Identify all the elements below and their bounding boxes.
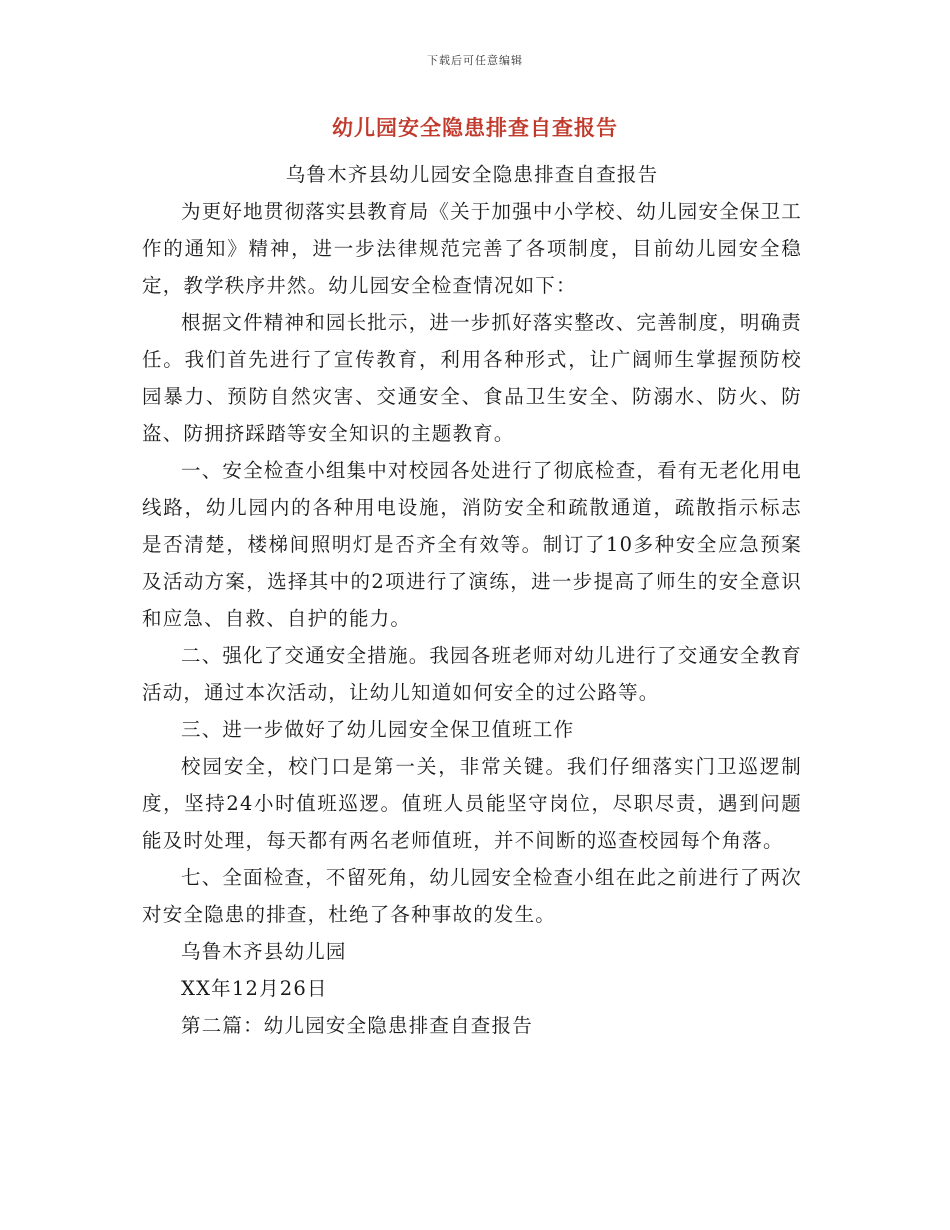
- paragraph-section-3-heading: 三、进一步做好了幼儿园安全保卫值班工作: [181, 718, 575, 741]
- paragraph-section-7: 七、全面检查，不留死角，幼儿园安全检查小组在此之前进行了两次对安全隐患的排查，杜绝了各种事故的发生。: [142, 866, 803, 926]
- document-subtitle: 乌鲁木齐县幼儿园安全隐患排查自查报告: [285, 163, 659, 186]
- next-section-heading: 第二篇：幼儿园安全隐患排查自查报告: [181, 1014, 533, 1037]
- signature-date: XX年12月26日: [181, 977, 328, 1000]
- paragraph-section-2: 二、强化了交通安全措施。我园各班老师对幼儿进行了交通安全教育活动，通过本次活动，让幼儿知道如何安全的过公路等。: [142, 644, 803, 704]
- paragraph-section-1: 一、安全检查小组集中对校园各处进行了彻底检查，看有无老化用电线路，幼儿园内的各种用电设施，消防安全和疏散通道，疏散指示标志是否清楚，楼梯间照明灯是否齐全有效等。制订了10多种安全应急预案及活动方案，选择其中的2项进行了演练，进一步提高了师生的安全意识和应急、自救、自护的能力。: [142, 459, 803, 630]
- paragraph-intro: 为更好地贯彻落实县教育局《关于加强中小学校、幼儿园安全保卫工作的通知》精神，进一步法律规范完善了各项制度，目前幼儿园安全稳定，教学秩序井然。幼儿园安全检查情况如下：: [142, 200, 803, 297]
- page-header-note: 下载后可任意编辑: [427, 54, 523, 67]
- document-body: [142, 156, 802, 1044]
- paragraph-education: 根据文件精神和园长批示，进一步抓好落实整改、完善制度，明确责任。我们首先进行了宣传教育，利用各种形式，让广阔师生掌握预防校园暴力、预防自然灾害、交通安全、食品卫生安全、防溺水、防火、防盗、防拥挤踩踏等安全知识的主题教育。: [142, 311, 803, 445]
- document-title: 幼儿园安全隐患排查自查报告: [332, 115, 618, 140]
- paragraph-campus-security: 校园安全，校门口是第一关，非常关键。我们仔细落实门卫巡逻制度，坚持24小时值班巡逻。值班人员能坚守岗位，尽职尽责，遇到问题能及时处理，每天都有两名老师值班，并不间断的巡查校园每个角落。: [142, 755, 802, 852]
- signature-organization: 乌鲁木齐县幼儿园: [181, 940, 347, 963]
